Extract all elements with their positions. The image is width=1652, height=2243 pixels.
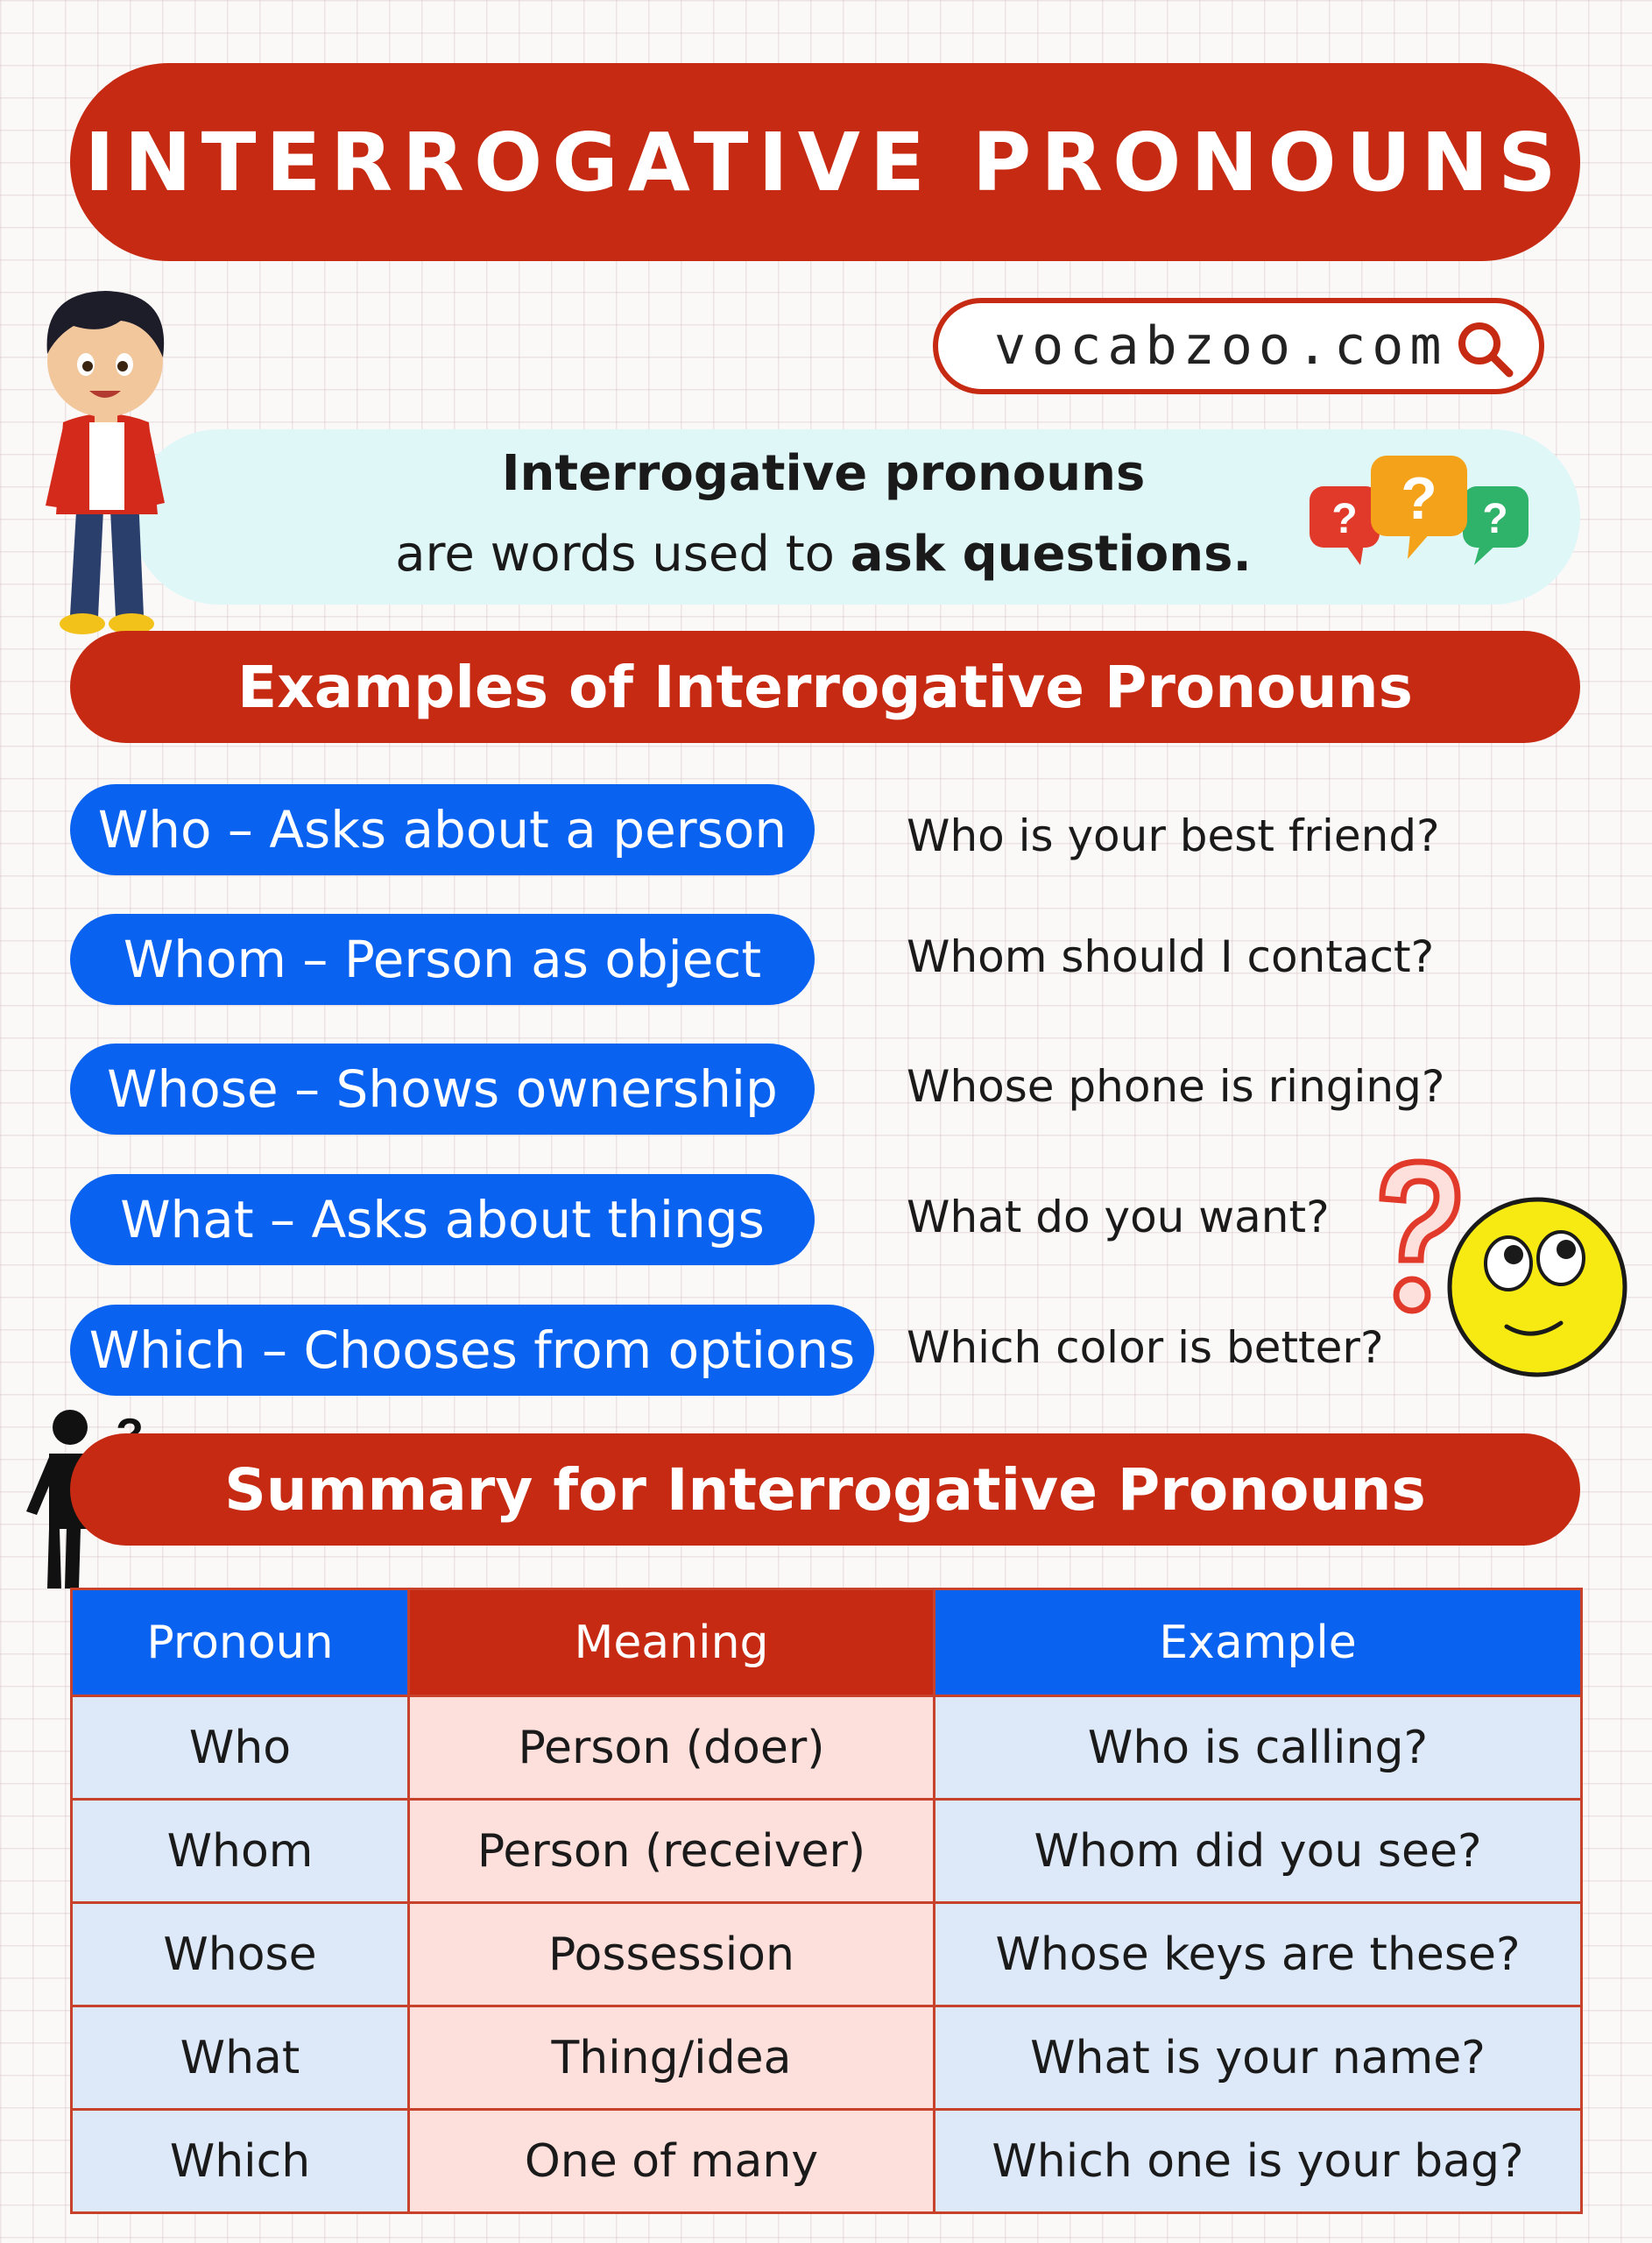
summary-heading-banner <box>70 1433 1580 1546</box>
svg-text:?: ? <box>1331 496 1358 542</box>
pill-whose: Whose – Shows ownership <box>70 1044 815 1135</box>
table-header-row <box>72 1589 1582 1696</box>
title-banner <box>70 63 1580 261</box>
header-example: Example <box>935 1589 1582 1696</box>
pill-who: Who – Asks about a person <box>70 784 815 875</box>
example-sentence-who: Who is your best friend? <box>907 810 1440 861</box>
example-sentence-which: Which color is better? <box>907 1322 1384 1373</box>
table-row <box>72 2006 1582 2110</box>
cell-pronoun: Whose <box>72 1903 409 2006</box>
cell-example: What is your name? <box>935 2006 1582 2110</box>
table-row <box>72 1696 1582 1800</box>
cell-meaning: Person (receiver) <box>409 1800 935 1903</box>
svg-text:?: ? <box>1401 465 1437 532</box>
example-sentence-whose: Whose phone is ringing? <box>907 1061 1445 1112</box>
cell-pronoun: Who <box>72 1696 409 1800</box>
question-bubbles-icon <box>1310 456 1528 570</box>
summary-heading: Summary for Interrogative Pronouns <box>224 1455 1426 1524</box>
example-sentence-what: What do you want? <box>907 1192 1330 1242</box>
pill-whom: Whom – Person as object <box>70 914 815 1005</box>
website-label: vocabzoo.com <box>994 315 1448 377</box>
definition-text: are words used to ask questions. <box>395 526 1252 583</box>
website-search-pill[interactable] <box>933 298 1544 394</box>
page-title: INTERROGATIVE PRONOUNS <box>84 115 1566 209</box>
header-pronoun: Pronoun <box>72 1589 409 1696</box>
examples-heading-banner <box>70 631 1580 743</box>
definition-emphasis: ask questions. <box>850 526 1252 583</box>
svg-text:?: ? <box>1482 496 1508 542</box>
cell-example: Who is calling? <box>935 1696 1582 1800</box>
examples-heading: Examples of Interrogative Pronouns <box>237 653 1413 721</box>
table-row <box>72 2110 1582 2213</box>
thinking-smiley-icon <box>1445 1195 1629 1379</box>
pill-which: Which – Chooses from options <box>70 1305 874 1396</box>
cell-meaning: Person (doer) <box>409 1696 935 1800</box>
summary-table <box>70 1588 1583 2214</box>
table-row <box>72 1800 1582 1903</box>
table-row <box>72 1903 1582 2006</box>
cell-example: Whom did you see? <box>935 1800 1582 1903</box>
cell-pronoun: What <box>72 2006 409 2110</box>
example-sentence-whom: Whom should I contact? <box>907 931 1435 982</box>
cell-meaning: One of many <box>409 2110 935 2213</box>
definition-term: Interrogative pronouns <box>501 445 1146 502</box>
cell-pronoun: Which <box>72 2110 409 2213</box>
cell-example: Whose keys are these? <box>935 1903 1582 2006</box>
header-meaning: Meaning <box>409 1589 935 1696</box>
cell-meaning: Possession <box>409 1903 935 2006</box>
cell-example: Which one is your bag? <box>935 2110 1582 2213</box>
cell-meaning: Thing/idea <box>409 2006 935 2110</box>
cell-pronoun: Whom <box>72 1800 409 1903</box>
pill-what: What – Asks about things <box>70 1174 815 1265</box>
boy-character-icon <box>18 273 184 641</box>
search-icon <box>1453 317 1516 380</box>
